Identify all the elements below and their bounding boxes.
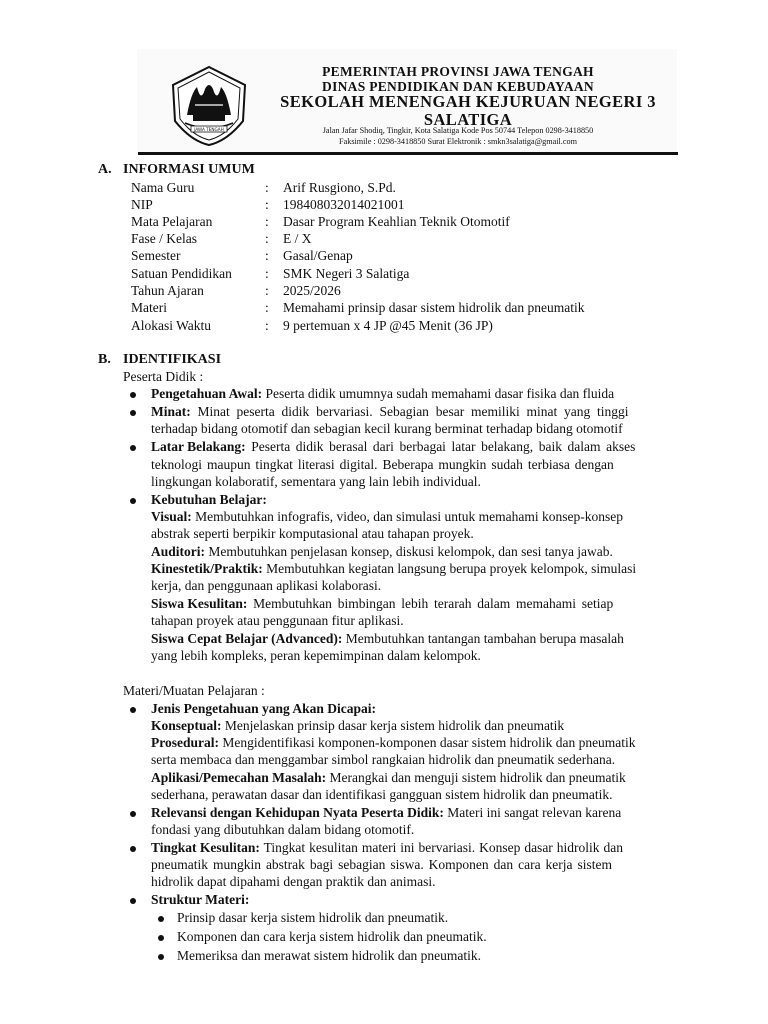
letterhead-address: Jalan Jafar Shodiq, Tingkir, Kota Salatiga Kode Pos 50744 Telepon 0298-3418850 — [322, 126, 594, 135]
latar-line3: lingkungan kolaboratif, sementara yang lain lebih individual. — [151, 474, 481, 489]
term: Tingkat Kesulitan: — [151, 840, 260, 855]
aplikasi-line2: sederhana, perawatan dasar dan identifikasi gangguan sistem hidrolik dan pneumatik. — [151, 787, 613, 802]
bullet-icon — [130, 846, 136, 852]
text: Membutuhkan infografis, video, dan simulasi untuk memahami konsep-konsep — [191, 509, 623, 524]
info-row — [131, 248, 691, 265]
info-value: 9 pertemuan x 4 JP @45 Menit (36 JP) — [283, 318, 493, 333]
bullet-icon — [158, 954, 164, 960]
text: Tingkat kesulitan materi ini bervariasi. Konsep dasar hidrolik dan — [259, 840, 623, 855]
letterhead-department: DINAS PENDIDIKAN DAN KEBUDAYAAN — [322, 79, 594, 94]
info-value: 198408032014021001 — [283, 197, 405, 212]
info-value: Arif Rusgiono, S.Pd. — [283, 180, 396, 195]
info-row — [131, 231, 691, 248]
term: Prosedural: — [151, 735, 219, 750]
info-label: Fase / Kelas — [131, 231, 197, 246]
tingkat-line3: hidrolik dapat dipahami dengan praktik dan animasi. — [151, 874, 436, 889]
info-row — [131, 283, 691, 300]
bullet-icon — [130, 811, 136, 817]
term: Minat: — [151, 404, 191, 419]
latar-line1 — [151, 439, 635, 455]
info-colon: : — [265, 266, 269, 281]
struktur-item: Prinsip dasar kerja sistem hidrolik dan pneumatik. — [177, 910, 449, 925]
letterhead-contact: Faksimile : 0298-3418850 Surat Elektronik : smkn3salatiga@gmail.com — [339, 137, 577, 146]
prosedural-line1 — [151, 735, 636, 751]
text: Membutuhkan bimbingan lebih terarah dalam memahami setiap — [247, 596, 614, 611]
info-value: SMK Negeri 3 Salatiga — [283, 266, 410, 281]
tingkat-line2: pneumatik mungkin abstrak bagi sebagian siswa. Komponen dan cara kerja sistem — [151, 857, 613, 872]
term: Pengetahuan Awal: — [151, 386, 263, 401]
letterhead-government: PEMERINTAH PROVINSI JAWA TENGAH — [322, 64, 594, 79]
province-emblem-icon — [165, 63, 253, 147]
info-label: Alokasi Waktu — [131, 318, 212, 333]
term: Struktur Materi: — [151, 892, 250, 907]
relevansi-line2: fondasi yang dibutuhkan dalam bidang otomotif. — [151, 822, 415, 837]
text: Minat peserta didik bervariasi. Sebagian besar memiliki minat yang tinggi — [190, 404, 629, 419]
peserta-didik-label: Peserta Didik : — [123, 369, 204, 384]
jenis-term — [151, 701, 376, 717]
section-a-title: INFORMASI UMUM — [123, 162, 255, 177]
kesulitan-line1 — [151, 596, 613, 612]
info-row — [131, 197, 691, 214]
info-value: Memahami prinsip dasar sistem hidrolik dan pneumatik — [283, 300, 585, 315]
visual-line2: abstrak seperti berpikir komputasional atau tahapan proyek. — [151, 526, 474, 541]
info-value: E / X — [283, 231, 312, 246]
info-row — [131, 180, 691, 197]
text: Membutuhkan penjelasan konsep, diskusi kelompok, dan sesi tanya jawab. — [205, 544, 613, 559]
info-row — [131, 318, 691, 335]
term: Kinestetik/Praktik: — [151, 561, 263, 576]
info-colon: : — [265, 214, 269, 229]
section-a-letter: A. — [98, 162, 112, 177]
info-colon: : — [265, 300, 269, 315]
bullet-icon — [130, 445, 136, 451]
term: Visual: — [151, 509, 192, 524]
latar-line2: teknologi maupun tingkat literasi digital. Beberapa mungkin sudah terbiasa dengan — [151, 457, 614, 472]
bullet-icon — [130, 707, 136, 713]
text: Membutuhkan tantangan tambahan berupa masalah — [342, 631, 624, 646]
svg-text:JAWA TENGAH: JAWA TENGAH — [194, 127, 224, 132]
info-colon: : — [265, 318, 269, 333]
text: Peserta didik berasal dari berbagai latar belakang, baik dalam akses — [245, 439, 636, 454]
info-row — [131, 300, 691, 317]
bullet-icon — [130, 498, 136, 504]
struktur-term — [151, 892, 249, 908]
term: Auditori: — [151, 544, 205, 559]
letterhead-divider — [138, 152, 678, 155]
term: Konseptual: — [151, 718, 222, 733]
struktur-item: Komponen dan cara kerja sistem hidrolik dan pneumatik. — [177, 929, 487, 944]
bullet-icon — [130, 410, 136, 416]
letterhead-school-name — [258, 92, 678, 130]
bullet-icon — [158, 916, 164, 922]
aplikasi-line1 — [151, 770, 626, 786]
section-b-letter: B. — [98, 352, 111, 367]
info-label: Semester — [131, 248, 181, 263]
info-label: NIP — [131, 197, 153, 212]
term: Aplikasi/Pemecahan Masalah: — [151, 770, 327, 785]
materi-label: Materi/Muatan Pelajaran : — [123, 683, 265, 698]
auditori-line1 — [151, 544, 613, 560]
section-b-title: IDENTIFIKASI — [123, 352, 222, 367]
info-colon: : — [265, 248, 269, 263]
minat-line1 — [151, 404, 688, 420]
text: Materi ini sangat relevan karena — [443, 805, 622, 820]
tingkat-line1 — [151, 840, 623, 856]
info-label: Tahun Ajaran — [131, 283, 204, 298]
info-colon: : — [265, 197, 269, 212]
term: Jenis Pengetahuan yang Akan Dicapai: — [151, 701, 377, 716]
text: Membutuhkan kegiatan langsung berupa proyek kelompok, simulasi — [262, 561, 637, 576]
term: Kebutuhan Belajar: — [151, 492, 267, 507]
info-label: Mata Pelajaran — [131, 214, 213, 229]
text: Peserta didik umumnya sudah memahami dasar fisika dan fluida — [262, 386, 615, 401]
text: Mengidentifikasi komponen-komponen dasar sistem hidrolik dan pneumatik — [219, 735, 636, 750]
term: Relevansi dengan Kehidupan Nyata Peserta Didik: — [151, 805, 444, 820]
letterhead-school-line2: SALATIGA — [423, 110, 513, 129]
info-row — [131, 266, 691, 283]
term: Siswa Kesulitan: — [151, 596, 248, 611]
info-colon: : — [265, 283, 269, 298]
visual-line1 — [151, 509, 623, 525]
relevansi-line1 — [151, 805, 621, 821]
term: Siswa Cepat Belajar (Advanced): — [151, 631, 343, 646]
prosedural-line2: serta membaca dan menggambar simbol rangkaian hidrolik dan pneumatik sederhana. — [151, 752, 616, 767]
text: Menjelaskan prinsip dasar kerja sistem hidrolik dan pneumatik — [221, 718, 565, 733]
bullet-icon — [130, 392, 136, 398]
info-value: 2025/2026 — [283, 283, 341, 298]
pengetahuan-awal — [151, 386, 614, 402]
kesulitan-line2: tahapan proyek atau penggunaan fitur aplikasi. — [151, 613, 404, 628]
info-label: Nama Guru — [131, 180, 195, 195]
bullet-icon — [158, 935, 164, 941]
minat-line2: terhadap bidang otomotif dan sebagian kecil kurang berminat terhadap bidang otomotif — [151, 421, 623, 436]
cepat-line2: yang lebih kompleks, peran kepemimpinan dalam kelompok. — [151, 648, 481, 663]
info-value: Gasal/Genap — [283, 248, 353, 263]
info-colon: : — [265, 231, 269, 246]
info-value: Dasar Program Keahlian Teknik Otomotif — [283, 214, 510, 229]
kinestetik-line2: kerja, dan penggunaan aplikasi kolaborasi. — [151, 578, 382, 593]
info-label: Satuan Pendidikan — [131, 266, 232, 281]
konseptual-line1 — [151, 718, 564, 734]
letterhead-school-line1: SEKOLAH MENENGAH KEJURUAN NEGERI 3 — [280, 92, 656, 111]
info-label: Materi — [131, 300, 167, 315]
bullet-icon — [130, 898, 136, 904]
text: Merangkai dan menguji sistem hidrolik dan pneumatik — [326, 770, 626, 785]
struktur-item: Memeriksa dan merawat sistem hidrolik dan pneumatik. — [177, 948, 482, 963]
kebutuhan-term — [151, 492, 267, 508]
term: Latar Belakang: — [151, 439, 246, 454]
info-row — [131, 214, 691, 231]
cepat-line1 — [151, 631, 624, 647]
kinestetik-line1 — [151, 561, 636, 577]
info-colon: : — [265, 180, 269, 195]
